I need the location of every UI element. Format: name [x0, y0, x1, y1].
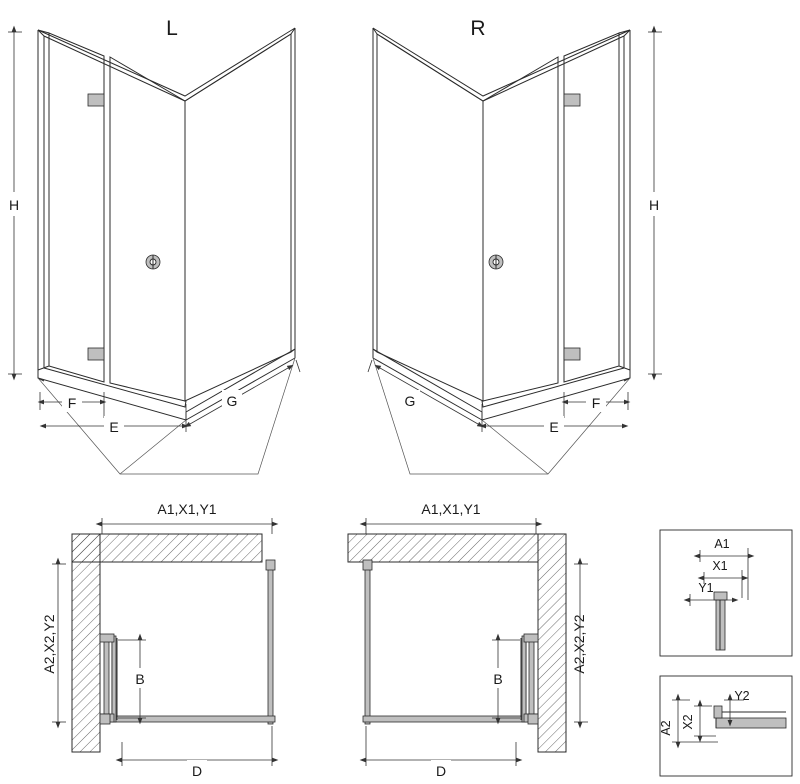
dim-label-g-right: G: [404, 393, 416, 409]
dim-label-a2x2y2-right: A2,X2,Y2: [571, 614, 587, 674]
dim-label-g-left: G: [226, 393, 238, 409]
dim-label-f-left: F: [67, 395, 77, 411]
dim-label-a1-detail: A1: [714, 537, 730, 551]
dim-label-a2x2y2-left: A2,X2,Y2: [41, 614, 57, 674]
view-plan-left: [41, 500, 275, 780]
dim-label-e-left: E: [109, 419, 119, 435]
dim-label-a2-detail: A2: [659, 720, 673, 736]
dim-label-f-right: F: [591, 395, 601, 411]
view-plan-right: [348, 500, 588, 780]
view-iso-left: [4, 17, 300, 474]
label-left-view: L: [166, 17, 178, 40]
label-right-view: R: [470, 17, 486, 40]
dim-label-d-left: D: [191, 763, 203, 779]
dim-label-h-left: H: [8, 197, 20, 213]
view-iso-right: [368, 17, 664, 474]
dim-label-b-right: B: [493, 671, 503, 687]
dim-label-x1-detail: X1: [712, 559, 728, 573]
view-detail-top: [660, 530, 792, 656]
dim-label-e-right: E: [549, 419, 559, 435]
dim-label-y1-detail: Y1: [698, 581, 714, 595]
dim-label-d-right: D: [435, 763, 447, 779]
dim-label-y2-detail: Y2: [734, 689, 750, 703]
dim-label-a1x1y1-left: A1,X1,Y1: [157, 501, 217, 517]
dim-label-a1x1y1-right: A1,X1,Y1: [421, 501, 481, 517]
dim-label-x2-detail: X2: [681, 714, 695, 730]
dim-label-b-left: B: [135, 671, 145, 687]
dim-label-h-right: H: [648, 197, 660, 213]
view-detail-bottom: [659, 676, 792, 776]
